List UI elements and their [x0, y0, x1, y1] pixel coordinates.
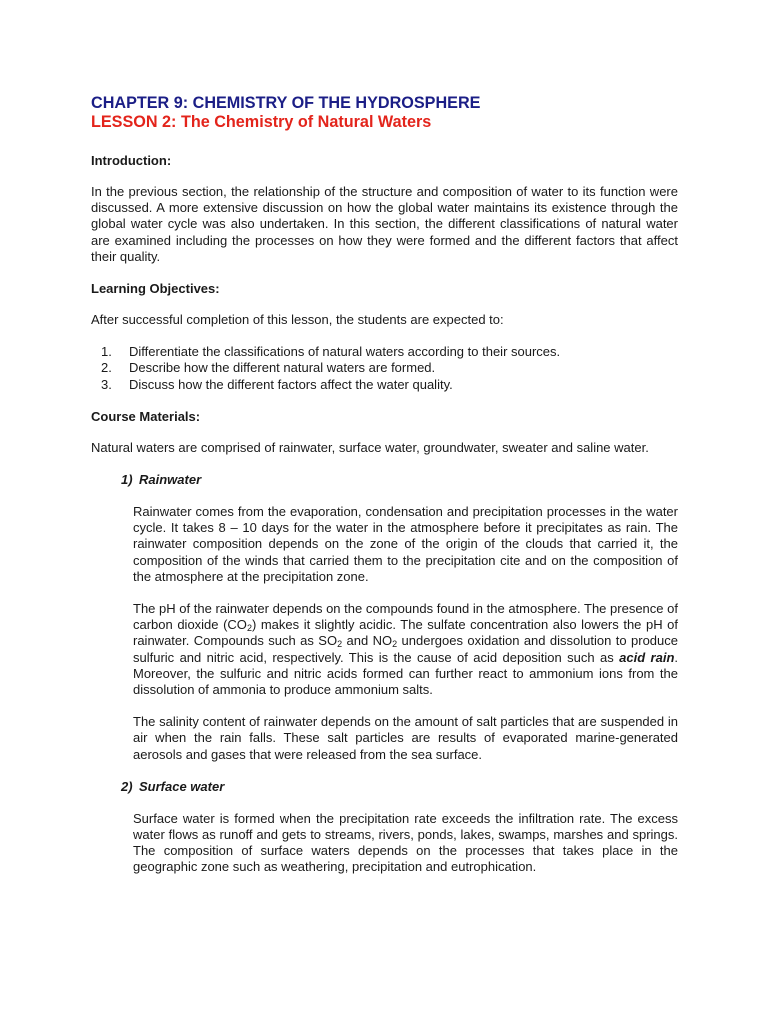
list-item: 2. Describe how the different natural waters are formed. [101, 360, 436, 376]
rainwater-paragraph-1: Rainwater comes from the evaporation, condensation and precipitation processes in the water cycle. It takes 8 – 10 days for the water in the atmosphere before it precipitates as rain. The rainwater composition depends on the zone of the origin of the clouds that carried it, the composition of the winds that carried them to the precipitation cite and on the composition of the atmosphere at the precipitation zone. [133, 504, 678, 584]
surface-water-heading: 2) Surface water [121, 778, 225, 794]
course-materials-intro: Natural waters are comprised of rainwater, surface water, groundwater, sweater and saline water. [91, 439, 649, 455]
list-item: 1. Differentiate the classifications of natural waters according to their sources. [101, 344, 561, 360]
objectives-heading: Learning Objectives: [91, 281, 220, 297]
rainwater-heading: 1) Rainwater [121, 472, 202, 488]
rainwater-paragraph-3: The salinity content of rainwater depends on the amount of salt particles that are suspended in air when the rain falls. These salt particles are results of evaporated marine-generated aerosols and gases that were released from the sea surface. [133, 714, 678, 762]
objectives-list [91, 344, 678, 393]
objectives-intro: After successful completion of this lesson, the students are expected to: [91, 312, 504, 328]
introduction-heading: Introduction: [91, 153, 172, 168]
lesson-title: LESSON 2: The Chemistry of Natural Waters [91, 113, 432, 131]
chapter-title: CHAPTER 9: CHEMISTRY OF THE HYDROSPHERE [91, 94, 481, 112]
course-materials-heading: Course Materials: [91, 408, 201, 424]
acid-rain-term: acid rain [619, 649, 675, 665]
list-item: 3. Discuss how the different factors affect the water quality. [101, 376, 453, 392]
introduction-text: In the previous section, the relationship of the structure and composition of water to its function were discussed. A more extensive discussion on how the global water maintains its existence through the global water cycle was also undertaken. In this section, the different classifications of natural water are examined including the processes on how they were formed and the different factors that affect their quality. [91, 184, 678, 264]
surface-water-paragraph-1: Surface water is formed when the precipitation rate exceeds the infiltration rate. The excess water flows as runoff and gets to streams, rivers, ponds, lakes, swamps, marshes and springs. The composition of surface waters depends on the processes that takes place in the geographic zone such as weathering, precipitation and eutrophication. [133, 810, 678, 875]
rainwater-paragraph-2: The pH of the rainwater depends on the compounds found in the atmosphere. The presence of carbon dioxide $(CO_2)$ makes it slightly acidic. The sulfate concentration also lowers the pH of rainwater. Compounds such as $SO_2$ and $NO_2$ undergoes oxidation and dissolution to produce sulfuric and nitric acid, respectively. This is the cause of acid deposition such as acid rain. Moreover, the sulfuric and nitric acids formed can further react to ammonium ions from the dissolution of ammonia to produce ammonium salts. [133, 601, 679, 698]
